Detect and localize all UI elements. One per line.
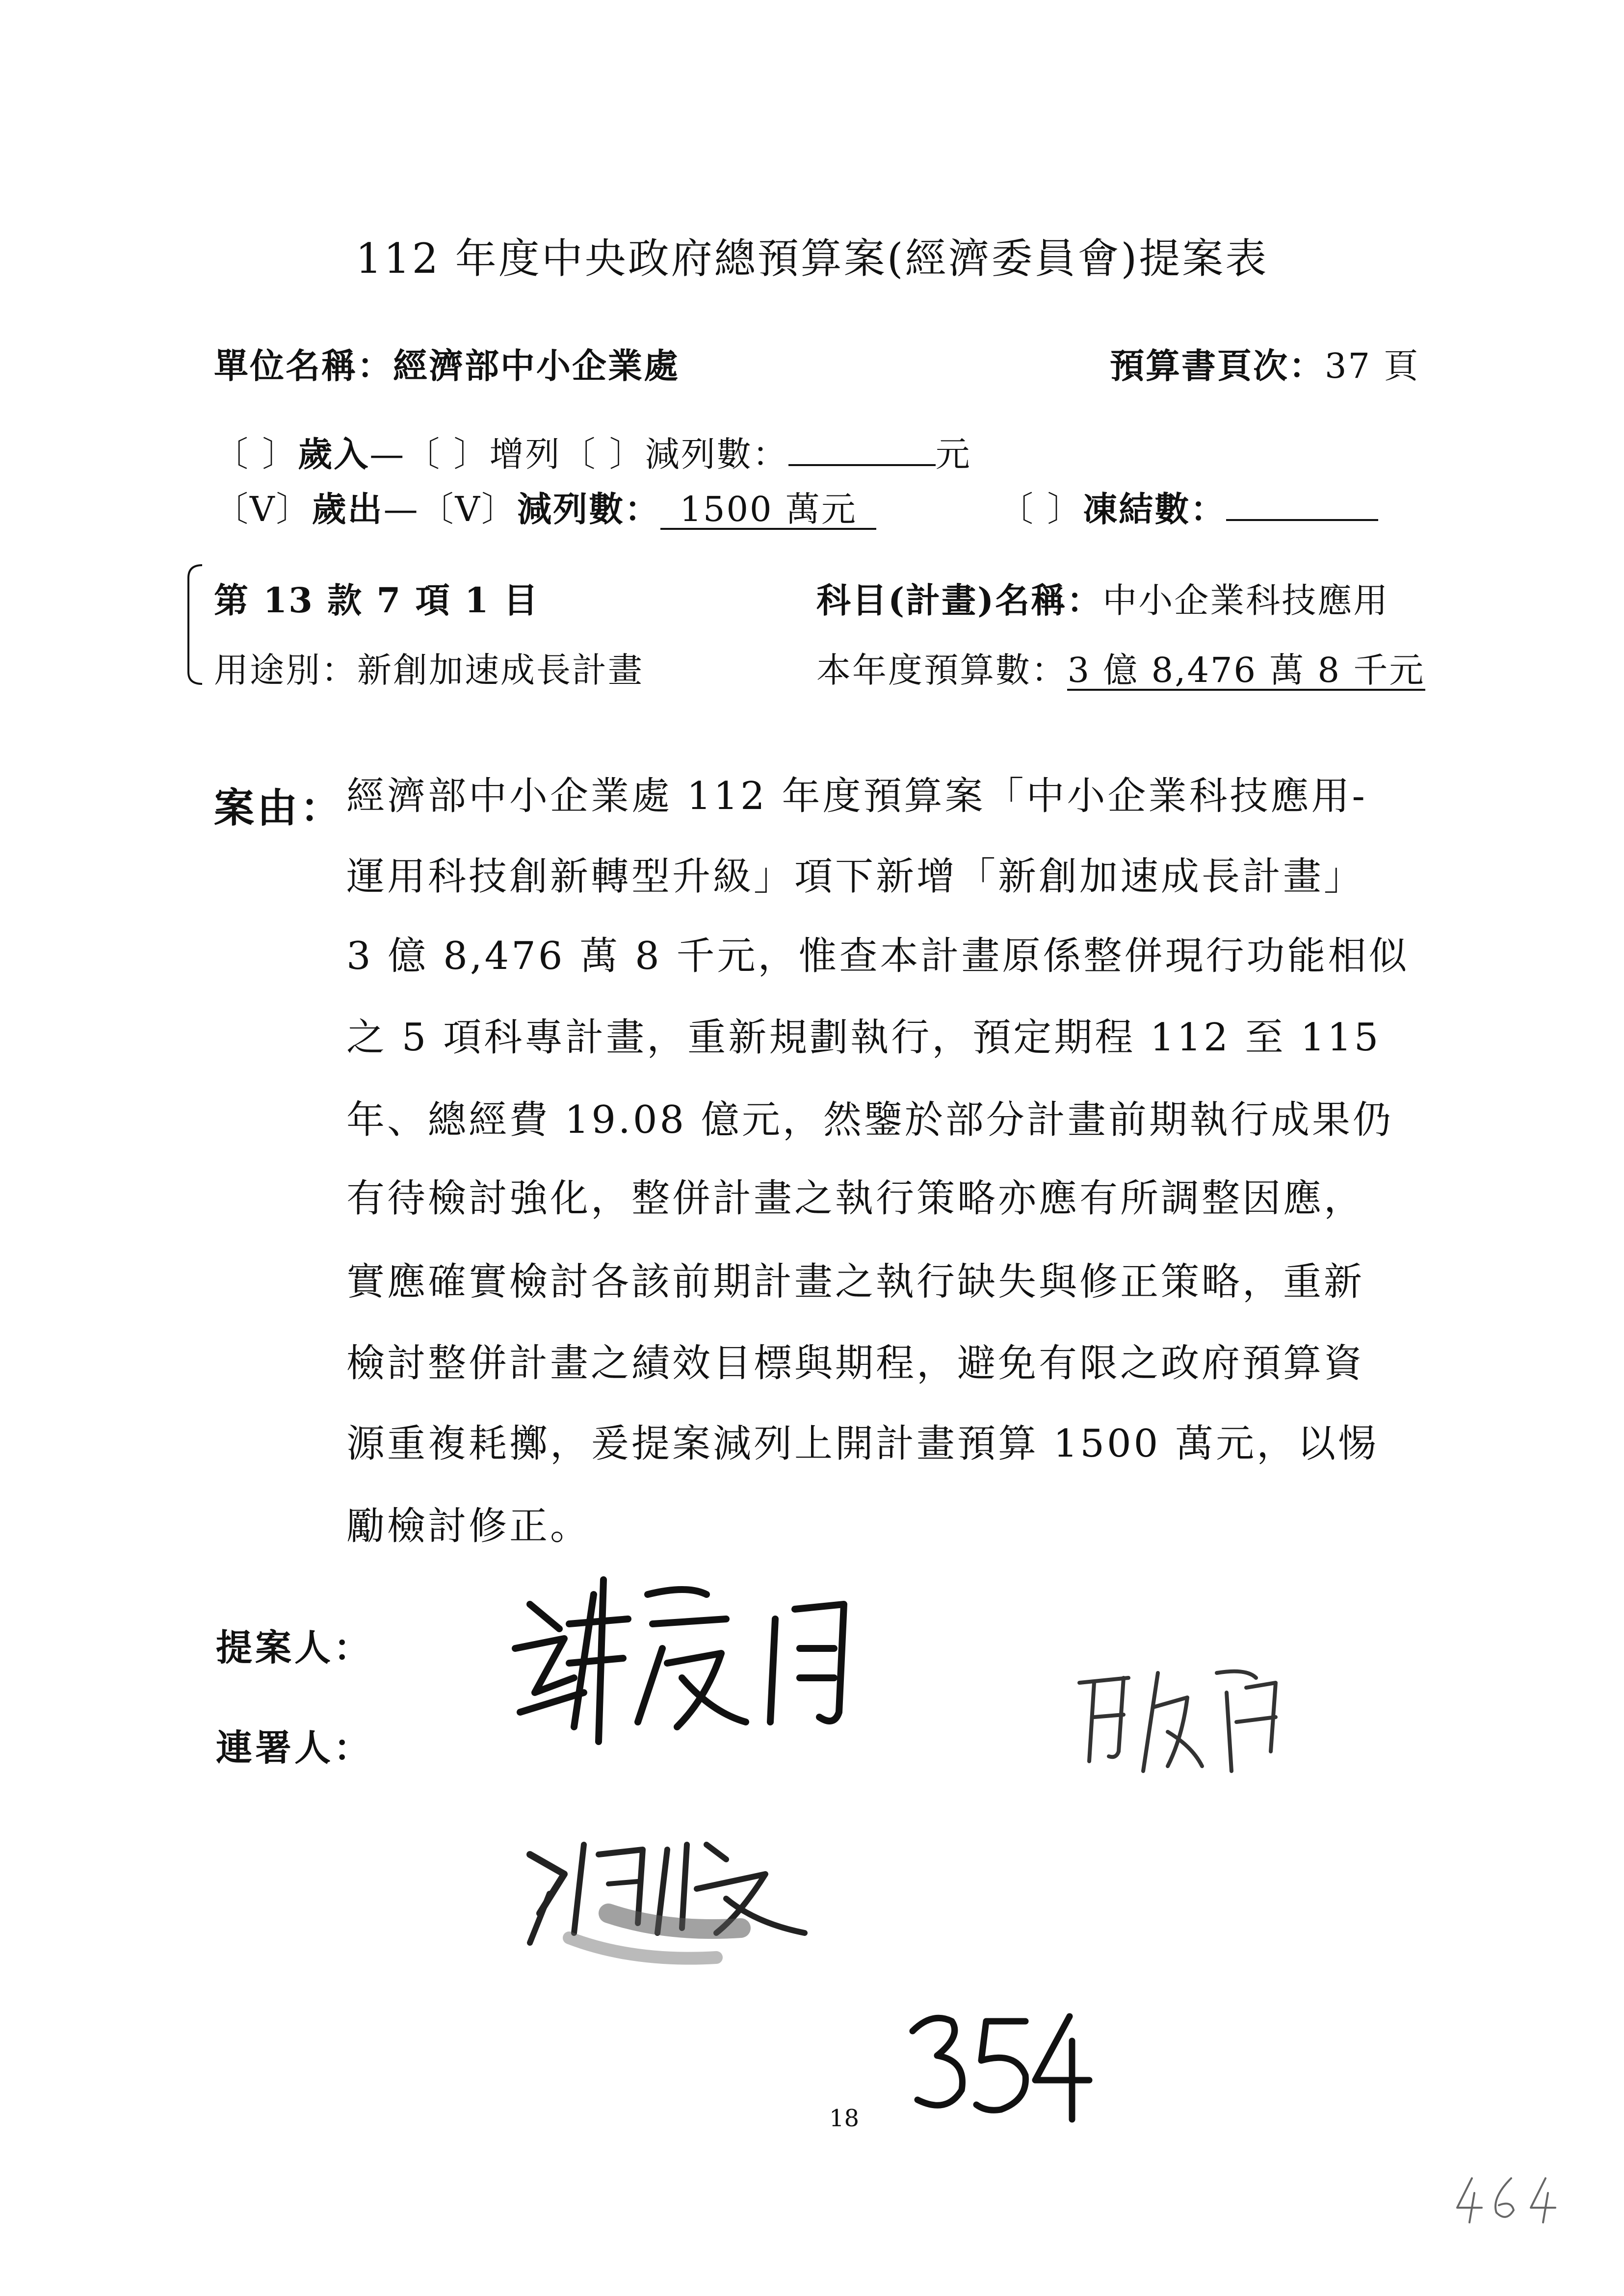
expenditure-decrease-value: 1500 萬元	[660, 492, 876, 530]
revenue-label: 歲入	[298, 434, 370, 474]
expenditure-decrease-label: 減列數：	[517, 489, 661, 529]
annual-budget-label: 本年度預算數：	[816, 650, 1067, 690]
proposer-signature	[500, 1565, 942, 1761]
case-line-8: 檢討整併計畫之績效目標與期程，避免有限之政府預算資	[346, 1341, 1365, 1385]
revenue-decrease-label: 減列數：	[645, 434, 788, 474]
unit-name-value: 經濟部中小企業處	[393, 345, 680, 386]
case-line-2: 運用科技創新轉型升級」項下新增「新創加速成長計畫」	[346, 855, 1365, 899]
revenue-line	[214, 427, 971, 476]
revenue-unit: 元	[935, 434, 971, 474]
handwritten-page-number	[903, 2002, 1099, 2129]
freeze-checkbox: 〔 〕	[999, 489, 1083, 529]
case-line-5: 年、總經費 19.08 億元，然鑒於部分計畫前期執行成果仍	[346, 1098, 1393, 1142]
case-label: 案由：	[214, 784, 344, 832]
budget-page-row	[1110, 339, 1419, 388]
freeze-label: 凍結數：	[1083, 489, 1227, 529]
subject-label: 科目(計畫)名稱：	[816, 580, 1103, 621]
budget-page-value: 37 頁	[1325, 346, 1420, 386]
freeze-line	[999, 482, 1378, 531]
expenditure-decrease-checkbox: 〔V〕	[419, 489, 518, 529]
case-line-3: 3 億 8,476 萬 8 千元，惟查本計畫原係整併現行功能相似	[346, 934, 1410, 978]
revenue-increase-label: 增列	[489, 434, 561, 474]
case-line-1: 經濟部中小企業處 112 年度預算案「中小企業科技應用-	[346, 774, 1367, 818]
cosigner-label: 連署人：	[216, 1727, 373, 1769]
item-code: 第 13 款 7 項 1 目	[214, 580, 540, 621]
case-line-6: 有待檢討強化，整併計畫之執行策略亦應有所調整因應，	[346, 1176, 1365, 1221]
expenditure-checkbox: 〔V〕	[214, 489, 312, 529]
annual-budget-value: 3 億 8,476 萬 8 千元	[1067, 650, 1425, 690]
case-line-7: 實應確實檢討各該前期計畫之執行缺失與修正策略，重新	[346, 1260, 1365, 1304]
subject-value: 中小企業科技應用	[1102, 580, 1389, 621]
corner-handwritten-number	[1452, 2168, 1560, 2227]
budget-page-label: 預算書頁次：	[1110, 345, 1325, 386]
case-line-4: 之 5 項科專計畫，重新規劃執行，預定期程 112 至 115	[346, 1016, 1381, 1060]
cosigner-signature-1	[1070, 1653, 1305, 1786]
revenue-dash: —	[369, 434, 406, 474]
cosigner-signature-2	[510, 1815, 854, 1992]
purpose-label: 用途別：	[214, 650, 357, 690]
purpose-row	[214, 643, 644, 692]
document-title: 112 年度中央政府總預算案(經濟委員會)提案表	[355, 235, 1269, 283]
expenditure-label: 歲出	[312, 489, 384, 529]
expenditure-line	[214, 482, 876, 531]
case-line-10: 勵檢討修正。	[346, 1504, 591, 1548]
freeze-amount-blank	[1226, 490, 1378, 521]
revenue-amount-blank	[788, 435, 936, 466]
left-brace	[185, 563, 203, 686]
revenue-checkbox: 〔 〕	[214, 434, 298, 474]
revenue-increase-checkbox: 〔 〕	[405, 434, 490, 474]
page-number: 18	[829, 2105, 860, 2132]
case-line-9: 源重複耗擲，爰提案減列上開計畫預算 1500 萬元，以惕	[346, 1422, 1379, 1466]
proposer-label: 提案人：	[216, 1627, 373, 1669]
subject-row	[816, 573, 1389, 623]
expenditure-dash: —	[383, 489, 419, 529]
unit-name-row	[214, 339, 680, 388]
purpose-value: 新創加速成長計畫	[357, 650, 644, 690]
unit-name-label: 單位名稱：	[214, 345, 393, 386]
revenue-decrease-checkbox: 〔 〕	[561, 434, 645, 474]
annual-budget-row	[816, 643, 1425, 692]
